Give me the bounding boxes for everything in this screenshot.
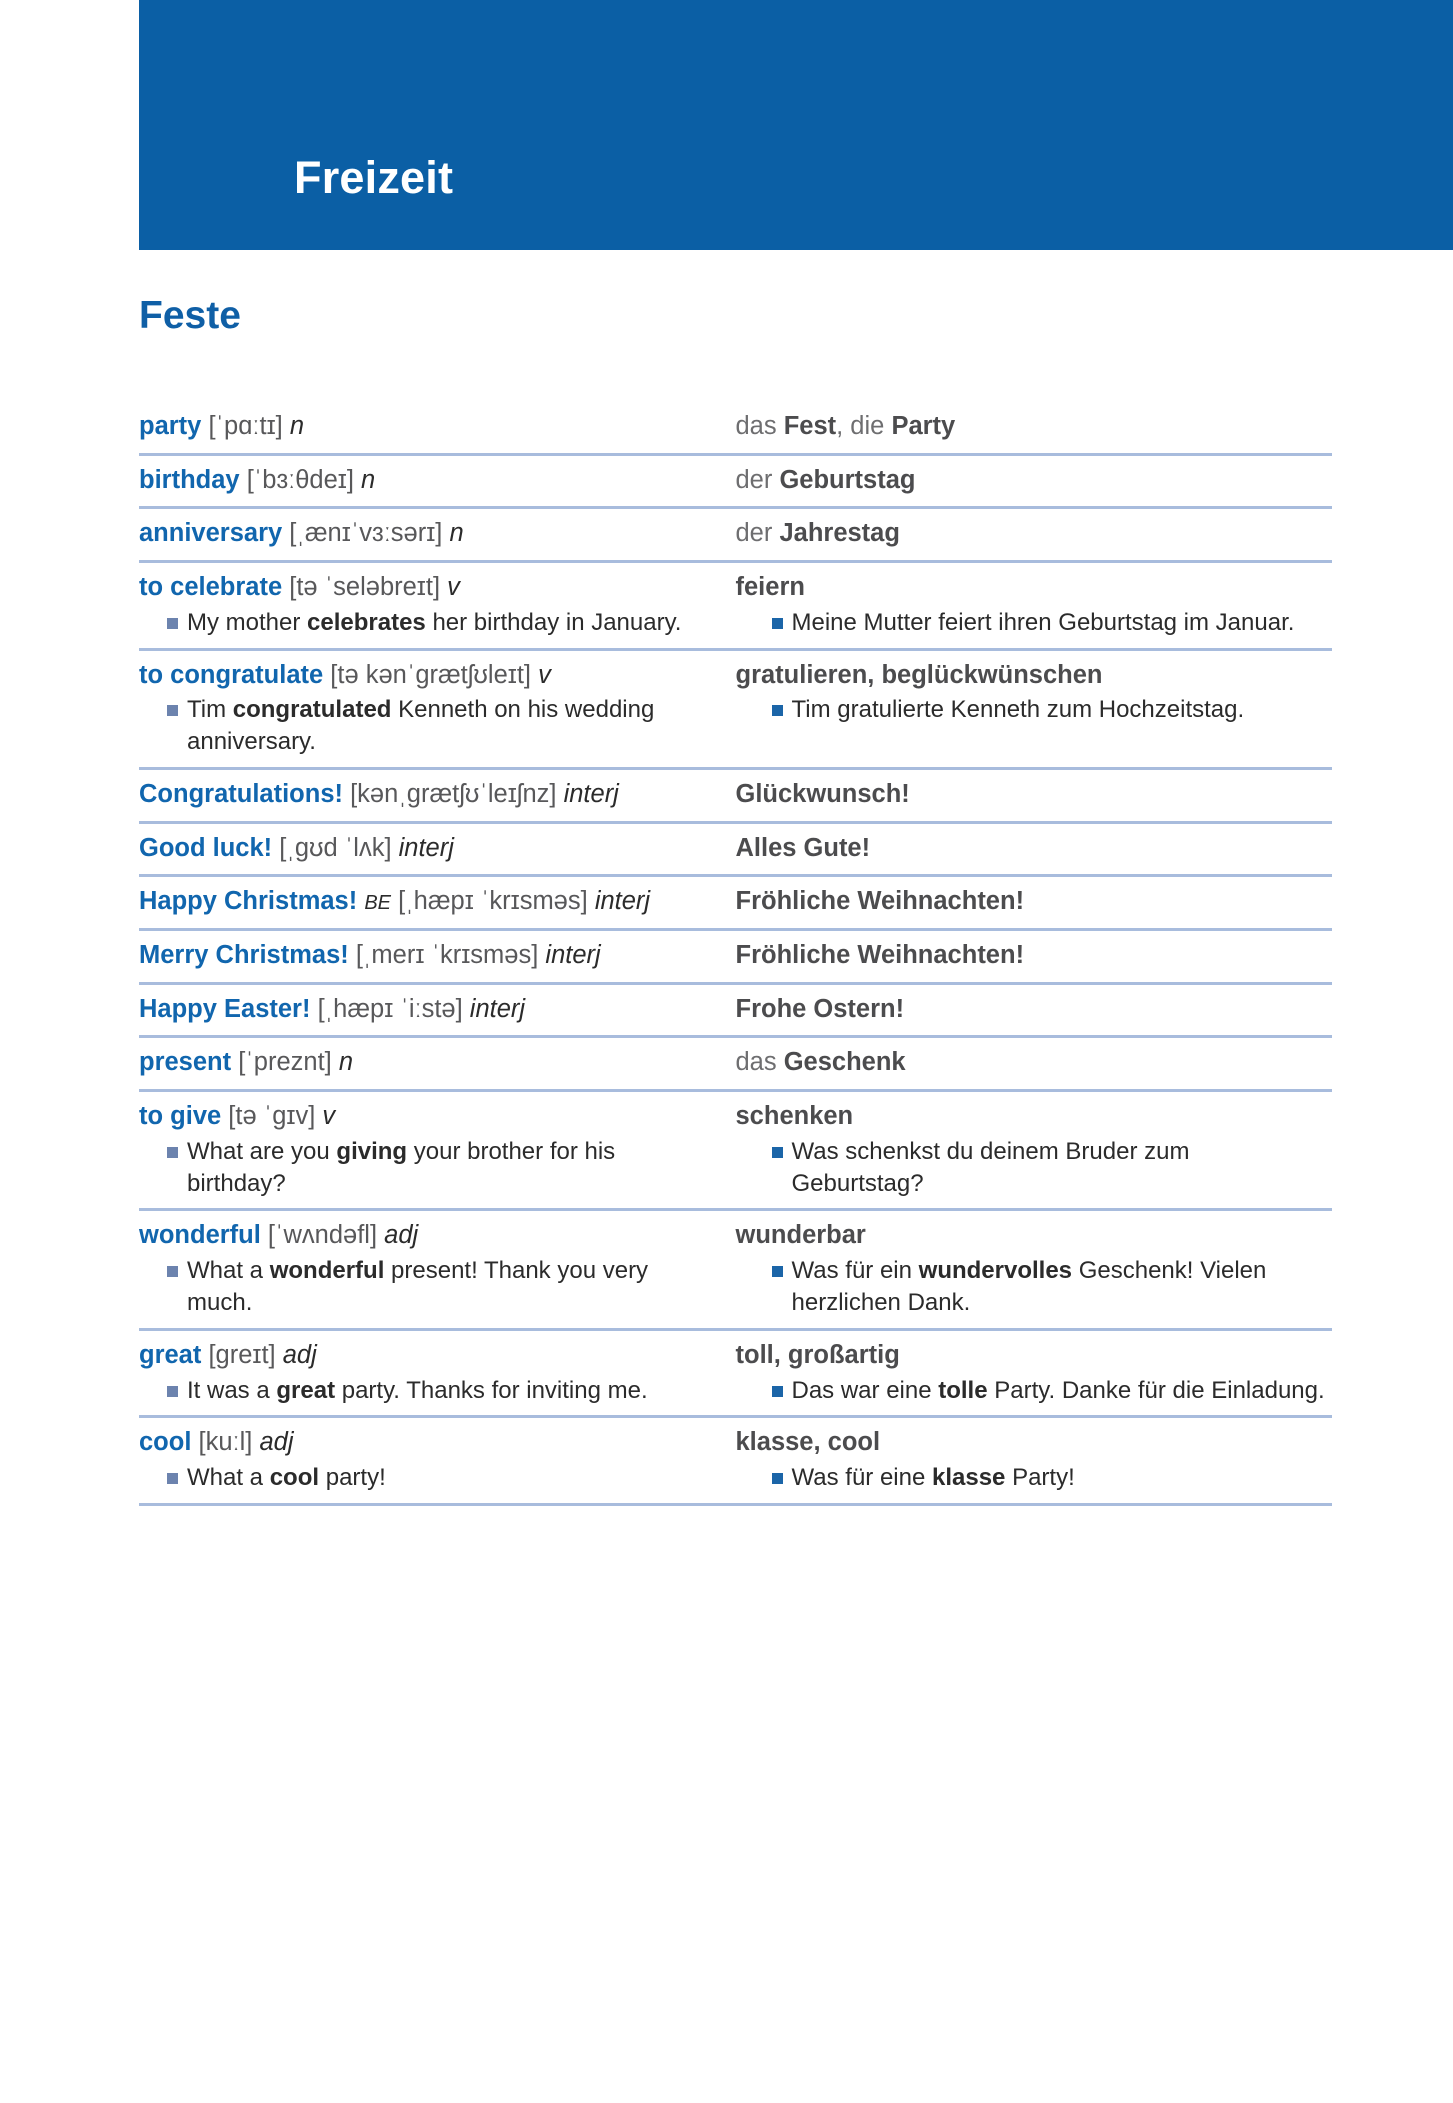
dictionary-entry [139, 406, 1332, 453]
square-bullet-icon [772, 705, 783, 716]
entry-target-column [736, 832, 1333, 866]
entry-target-column [736, 1100, 1333, 1199]
headword[interactable]: birthday [139, 465, 240, 494]
part-of-speech: adj [384, 1221, 419, 1250]
translation-article: der [735, 519, 780, 548]
entry-headline [139, 1426, 718, 1460]
phonetic-transcription: [ˈwʌndəfl] [267, 1221, 378, 1250]
translation-headline [736, 778, 1327, 812]
translation-term: Geburtstag [779, 465, 916, 494]
translation-headline [736, 1426, 1327, 1460]
entry-target-column [736, 571, 1333, 639]
entry-source-column [139, 659, 736, 758]
entry-source-column [139, 517, 736, 551]
phonetic-transcription: [ˌgʊd ˈlʌk] [279, 833, 392, 862]
part-of-speech: interj [469, 994, 526, 1023]
part-of-speech: interj [594, 887, 651, 916]
headword[interactable]: to celebrate [139, 572, 283, 601]
example-sentence [139, 1136, 718, 1200]
entry-source-column [139, 993, 736, 1027]
entry-headline [139, 1219, 718, 1253]
translation-headline [736, 1219, 1327, 1253]
entry-source-column [139, 410, 736, 444]
entry-source-column [139, 1339, 736, 1407]
headword[interactable]: present [139, 1048, 232, 1077]
entry-target-column [736, 993, 1333, 1027]
translation-article: das [735, 412, 784, 440]
translation-headline [736, 410, 1327, 444]
part-of-speech: v [322, 1101, 336, 1130]
square-bullet-icon [167, 618, 178, 629]
headword[interactable]: party [139, 412, 202, 440]
entry-target-column [736, 1426, 1333, 1494]
entry-target-column [736, 517, 1333, 551]
dictionary-entry [139, 506, 1332, 560]
translation-term: schenken [735, 1101, 854, 1130]
entry-target-column [736, 464, 1333, 498]
dictionary-entry [139, 1089, 1332, 1208]
translation-term: toll, großartig [735, 1340, 900, 1369]
translation-headline [736, 939, 1327, 973]
example-sentence-text: What a wonderful present! Thank you very much. [187, 1257, 649, 1316]
entry-headline [139, 659, 718, 693]
example-translation [736, 694, 1327, 726]
headword[interactable]: Good luck! [139, 833, 273, 862]
part-of-speech: n [289, 412, 305, 440]
entry-source-column [139, 778, 736, 812]
entry-source-column [139, 1426, 736, 1494]
entry-source-column [139, 832, 736, 866]
part-of-speech: v [538, 660, 551, 689]
entry-headline [139, 939, 718, 973]
phonetic-transcription: [greɪt] [208, 1340, 276, 1369]
square-bullet-icon [772, 1473, 783, 1484]
entry-target-column [736, 659, 1333, 758]
entry-headline [139, 410, 718, 444]
dictionary-entry [139, 1328, 1332, 1416]
translation-headline [736, 832, 1327, 866]
translation-term: Fest [783, 412, 837, 440]
headword[interactable]: to give [139, 1101, 222, 1130]
example-translation-text: Meine Mutter feiert ihren Geburtstag im Januar. [791, 608, 1295, 636]
translation-article: das [735, 1048, 784, 1077]
part-of-speech: v [447, 572, 460, 601]
translation-term: Frohe Ostern! [735, 994, 905, 1023]
example-translation [736, 1462, 1327, 1494]
entry-headline [139, 1339, 718, 1373]
dictionary-entry-list [139, 406, 1332, 1506]
example-translation-text: Was für ein wundervolles Geschenk! Vielen herzlichen Dank. [791, 1257, 1267, 1316]
headword[interactable]: to congratulate [139, 660, 324, 689]
square-bullet-icon [772, 1266, 783, 1277]
example-sentence-text: My mother celebrates her birthday in January. [187, 608, 682, 636]
part-of-speech: adj [282, 1340, 317, 1369]
translation-headline [736, 517, 1327, 551]
entry-source-column [139, 464, 736, 498]
headword[interactable]: Merry Christmas! [139, 940, 349, 969]
entry-target-column [736, 1219, 1333, 1318]
example-sentence [139, 1375, 718, 1407]
translation-headline [736, 464, 1327, 498]
entry-headline [139, 832, 718, 866]
phonetic-transcription: [ˌhæpɪ ˈiːstə] [317, 994, 463, 1023]
part-of-speech: adj [259, 1428, 294, 1457]
dictionary-entry [139, 1035, 1332, 1089]
entry-target-column [736, 410, 1333, 444]
translation-term-secondary: Party [891, 412, 956, 440]
dictionary-entry [139, 874, 1332, 928]
dictionary-entry [139, 767, 1332, 821]
phonetic-transcription: [ˈpɑːtɪ] [208, 412, 283, 440]
example-translation [736, 1375, 1327, 1407]
headword[interactable]: great [139, 1340, 202, 1369]
translation-term: Geschenk [783, 1048, 906, 1077]
phonetic-transcription: [ˈpreznt] [238, 1048, 332, 1077]
entry-target-column [736, 939, 1333, 973]
part-of-speech: n [338, 1048, 354, 1077]
example-sentence [139, 607, 718, 639]
part-of-speech: interj [563, 780, 619, 808]
part-of-speech: interj [545, 940, 601, 969]
translation-term: gratulieren, beglückwünschen [735, 660, 1103, 689]
example-translation [736, 1136, 1327, 1200]
phonetic-transcription: [tə kənˈgrætʃʊleɪt] [330, 660, 532, 689]
entry-source-column [139, 1046, 736, 1080]
page-banner [139, 0, 1453, 250]
entry-source-column [139, 885, 736, 919]
headword[interactable]: Congratulations! [139, 780, 343, 808]
translation-term: Alles Gute! [735, 833, 871, 862]
translation-term: wunderbar [735, 1221, 866, 1250]
page-title: Freizeit [294, 152, 454, 203]
headword[interactable]: wonderful [139, 1221, 261, 1250]
translation-headline [736, 659, 1327, 693]
translation-headline [736, 1100, 1327, 1134]
entry-target-column [736, 778, 1333, 812]
entry-target-column [736, 1046, 1333, 1080]
entry-source-column [139, 1100, 736, 1199]
phonetic-transcription: [ˌænɪˈvɜːsərɪ] [289, 519, 443, 548]
example-translation-text: Tim gratulierte Kenneth zum Hochzeitstag. [791, 696, 1245, 724]
entry-target-column [736, 1339, 1333, 1407]
square-bullet-icon [167, 705, 178, 716]
example-translation-text: Das war eine tolle Party. Danke für die Einladung. [791, 1376, 1325, 1404]
part-of-speech: n [361, 465, 376, 494]
square-bullet-icon [167, 1473, 178, 1484]
entry-source-column [139, 571, 736, 639]
translation-article: der [735, 465, 780, 494]
headword[interactable]: Happy Easter! [139, 994, 311, 1023]
example-sentence-text: Tim congratulated Kenneth on his wedding anniversary. [187, 696, 655, 756]
example-translation-text: Was schenkst du deinem Bruder zum Geburtstag? [791, 1137, 1190, 1197]
phonetic-transcription: [ˌhæpɪ ˈkrɪsməs] [398, 887, 588, 916]
part-of-speech: n [449, 519, 464, 548]
example-sentence [139, 694, 718, 758]
translation-headline [736, 571, 1327, 605]
phonetic-transcription: [tə ˈgɪv] [228, 1101, 316, 1130]
square-bullet-icon [772, 618, 783, 629]
example-sentence [139, 1462, 718, 1494]
dictionary-entry [139, 982, 1332, 1036]
square-bullet-icon [772, 1386, 783, 1397]
dictionary-entry [139, 1415, 1332, 1506]
example-sentence-text: What are you giving your brother for his birthday? [187, 1137, 616, 1197]
square-bullet-icon [772, 1147, 783, 1158]
headword[interactable]: cool [139, 1428, 192, 1457]
phonetic-transcription: [ˈbɜːθdeɪ] [246, 465, 354, 494]
entry-source-column [139, 1219, 736, 1318]
entry-headline [139, 993, 718, 1027]
phonetic-transcription: [kənˌgrætʃʊˈleɪʃnz] [350, 780, 557, 808]
translation-separator: , die [836, 412, 892, 440]
section-heading: Feste [139, 294, 241, 337]
part-of-speech: interj [398, 833, 454, 862]
dictionary-entry [139, 821, 1332, 875]
translation-term: Fröhliche Weihnachten! [735, 887, 1025, 916]
translation-term: klasse, cool [735, 1428, 881, 1457]
dictionary-entry [139, 928, 1332, 982]
example-sentence [139, 1255, 718, 1319]
example-translation-text: Was für eine klasse Party! [791, 1464, 1075, 1492]
example-translation [736, 1255, 1327, 1319]
example-translation [736, 607, 1327, 639]
entry-headline [139, 1100, 718, 1134]
phonetic-transcription: [kuːl] [198, 1428, 253, 1457]
dictionary-entry [139, 453, 1332, 507]
translation-term: Jahrestag [779, 519, 900, 548]
headword[interactable]: anniversary [139, 519, 283, 548]
square-bullet-icon [167, 1147, 178, 1158]
dictionary-entry [139, 560, 1332, 648]
dictionary-entry [139, 1208, 1332, 1327]
phonetic-transcription: [ˌmerɪ ˈkrɪsməs] [355, 940, 539, 969]
dictionary-entry [139, 648, 1332, 767]
phonetic-transcription: [tə ˈseləbreɪt] [289, 572, 441, 601]
example-sentence-text: It was a great party. Thanks for inviting me. [187, 1376, 648, 1404]
entry-headline [139, 1046, 718, 1080]
entry-target-column [736, 885, 1333, 919]
entry-source-column [139, 939, 736, 973]
register-label: BE [364, 892, 392, 915]
entry-headline [139, 885, 718, 919]
square-bullet-icon [167, 1386, 178, 1397]
translation-headline [736, 1339, 1327, 1373]
entry-headline [139, 778, 718, 812]
entry-headline [139, 517, 718, 551]
translation-term: Glückwunsch! [735, 780, 910, 808]
headword[interactable]: Happy Christmas! [139, 887, 358, 916]
translation-headline [736, 885, 1327, 919]
entry-headline [139, 464, 718, 498]
translation-headline [736, 1046, 1327, 1080]
translation-headline [736, 993, 1327, 1027]
translation-term: Fröhliche Weihnachten! [735, 940, 1025, 969]
entry-headline [139, 571, 718, 605]
example-sentence-text: What a cool party! [187, 1464, 386, 1492]
translation-term: feiern [735, 572, 805, 601]
square-bullet-icon [167, 1266, 178, 1277]
